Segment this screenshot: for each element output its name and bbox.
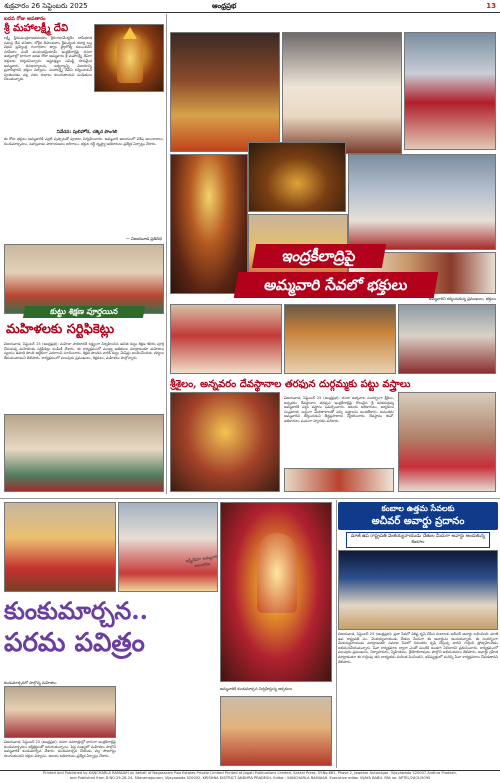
photo-women-worship	[4, 502, 116, 592]
photo-priest-ritual	[220, 696, 332, 766]
photo-night-crowd	[248, 142, 346, 212]
photo-kumkum-ritual	[118, 502, 218, 592]
center-mid-headline: శ్రీశైలం, అన్నవరం దేవస్థానాల తరఫున దుర్గమ్మకు పట్టు వస్త్రాలు	[170, 379, 411, 390]
photo-silk-offering	[170, 304, 282, 374]
article-body: లక్ష్మీ క్షీరసముద్రరాజతనయాం శ్రీరంగధామేశ్వరీం దాసీభూత సమస్త దేవ వనితాం లోకైక దీపాంకురాం శ్రీమన్మంద కటాక్ష లబ్ధ విభవ బ్రహ్మేంద్ర గంగాధరాం త్వాం త్రైలోక్య కుటుంబినీం సరసిజాం వందే ముకుందప్రియామ్ ఇంద్రకీలాద్రిపై దసరా ఉత్సవాల్లో భాగంగా ఐదవ రోజు అమ్మవారు శ్రీ మహాలక్ష్మీ దేవిగా భక్తులకు దర్శనమిచ్చారు. అష్టలక్ష్ముల సమిష్టి రూపమైన అమ్మవారు ధనధాన్యాలను, ఐశ్వర్యాన్ని, విజయాన్ని ప్రసాదిస్తారని భక్తుల విశ్వాసం. మహాలక్ష్మీ దేవిని దర్శించుకుని పూజించడం వల్ల సకల శుభాలు కలుగుతాయని పండితులు చెబుతున్నారు.	[4, 36, 92, 82]
center-mid-body: విజయవాడ, సెప్టెంబర్ 25 (ఆంధ్రప్రభ): దసరా ఉత్సవాల సందర్భంగా శ్రీశైలం, అన్నవరం దేవస్థానాల తరఫున ఇంద్రకీలాద్రిపై కొలువైన శ్రీ కనకదుర్గమ్మ అమ్మవారికి పట్టు వస్త్రాలు సమర్పించారు. ఆలయ అధికారులు, అర్చకులు సంప్రదాయ బద్ధంగా మేళతాళాలతో వచ్చి వస్త్రాలను అందజేశారు. అనంతరం అమ్మవారిని దర్శించుకుని తీర్థప్రసాదాలు స్వీకరించారు. దేవస్థానం ఈవో, అధికారులు ఘనంగా స్వాగతం పలికారు.	[284, 396, 394, 423]
headline-banner-1: ఇంద్రకీలాద్రిపై	[252, 244, 386, 268]
section-body: విజయవాడ, సెప్టెంబర్ 25 (ఆంధ్రప్రభ): మహిళా సాధికారతే లక్ష్యంగా నిర్వహించిన ఉచిత కుట్టు శిక్షణ శిబిరం పూర్తి చేసుకున్న మహిళలకు సర్టిఫికెట్లు పంపిణీ చేశారు. ఈ కార్యక్రమంలో ముఖ్య అతిథులు మాట్లాడుతూ మహిళలు స్వయం ఉపాధి పొంది ఆర్థికంగా ఎదగాలని సూచించారు. శిక్షణ పొందిన వారికి కుట్టు మెషీన్లు అందించేందుకు చర్యలు తీసుకుంటామని తెలిపారు. కార్యక్రమంలో పలువురు ప్రముఖులు, శిక్షకులు, మహిళలు పాల్గొన్నారు.	[4, 342, 164, 360]
caption-2: అమ్మవారికి కుంకుమార్చన నిర్వహిస్తున్న అర్చకులు	[220, 686, 293, 691]
footer-line-2: and Published from D.NO.29-28-24, Sitaramapuram, Vijayawada 520002, KRISHNA DISTRICT ANDHRA PRADESH. Editor : KANCHARLA RAMAIAH. Executive editor VIJAYA BABU. RNI no. APTEL/2001/5095	[69, 776, 431, 780]
bottom-left-article	[2, 500, 334, 768]
award-banner-text: కంబాల ఉత్తమ సేవలకు	[381, 504, 455, 513]
photo-caption: అమ్మవారిని దర్శించుకున్న ప్రముఖులు, భక్తులు	[428, 296, 496, 301]
photo-temple-officials	[284, 304, 396, 374]
idol-photo-caption: లక్ష్మీదేవిగా అమ్మవారి అలంకరణ	[185, 553, 218, 569]
article-body-2: ఈ రోజు భక్తులు అమ్మవారికి ఎర్రటి పుష్పాలతో పూజలు నిర్వహించారు. అమ్మవారి ఆలయంలో విశేష అలంకారాలు, కుంకుమార్చనలు, సహస్రనామ పారాయణలు జరిగాయి. భక్తుల రద్దీ దృష్ట్యా అధికారులు ప్రత్యేక ఏర్పాట్లు చేశారు.	[4, 137, 164, 146]
article-body-cont	[4, 94, 164, 128]
award-body: విజయవాడ, సెప్టెంబర్ 25 (ఆంధ్రప్రభ): ప్రజా సేవలో విశిష్ట కృషి చేసిన కంబాలకు అచీవర్ అవార్డు లభించింది. మాజీ ఉప రాష్ట్రపతి ఎం. వెంకయ్యనాయుడు చేతుల మీదుగా ఈ అవార్డును అందుకున్నారు. ఈ సందర్భంగా వెంకయ్యనాయుడు మాట్లాడుతూ సమాజ సేవలో నిరంతరం కృషి చేస్తున్న వారిని గుర్తించి ప్రోత్సహించడం అభినందనీయమన్నారు. సేవా కార్యక్రమాల ద్వారా ఎంతో మందికి అండగా నిలిచారని ప్రశంసించారు. కార్యక్రమంలో పలువురు ప్రముఖులు, నిర్వాహకులు, స్నేహితులు, శ్రేయోభిలాషులు పాల్గొని అభినందనలు తెలిపారు. అవార్డు గ్రహీత మాట్లాడుతూ ఈ గుర్తింపు తన బాధ్యతను మరింత పెంచిందని, భవిష్యత్తులో మరిన్ని సేవా కార్యక్రమాలు చేపడతానని తెలిపారు.	[338, 632, 498, 664]
byline: — విజయవాడ ప్రతినిధి	[125, 236, 162, 241]
divider-vertical-2	[336, 500, 337, 768]
photo-dignitaries	[284, 468, 394, 492]
page-footer	[0, 770, 500, 783]
left-top-article	[2, 14, 164, 242]
caption-1: కుంకుమార్చనలో పాల్గొన్న మహిళలు	[4, 680, 57, 685]
award-banner	[338, 502, 498, 530]
award-title: అచీవర్ అవార్డు ప్రదానం	[371, 516, 465, 527]
photo-idol-altar	[170, 154, 248, 294]
award-subtitle: మాజీ ఉప రాష్ట్రపతి వెంకయ్యనాయుడు చేతుల మీదుగా అవార్డు అందుకున్న కంబాల	[346, 532, 490, 548]
photo-altar-2	[170, 392, 280, 492]
subhead: నివేదన: పులిహోర, చక్కెర పొంగలి	[56, 130, 118, 135]
kicker: ఐదవ రోజు అవతారం	[4, 16, 46, 22]
photo-procession-2	[398, 304, 496, 374]
footer-line-1: Printed and Published by KANCHARLA RAMAIAH on behalf of Nagasaram Rao Estates Private Limited Printed at Jagati Publications Limited, Sakshi Press, SY.No.661, Phase 2, Jawahar Autonagar, Vijayawada 520007 Andhra Pradesh,	[43, 771, 457, 775]
kumkum-body-2	[118, 686, 218, 766]
center-mid-article	[168, 300, 498, 496]
photo-award-ceremony	[338, 550, 498, 630]
left-mid-article	[2, 244, 164, 494]
paper-name: ఆంధ్రప్రభ	[212, 1, 237, 10]
photo-priests	[282, 32, 402, 154]
section-title: మహిళలకు సర్టిఫికెట్లు	[6, 322, 115, 337]
divider-horizontal-1	[0, 498, 500, 499]
photo-lakshmi-idol	[220, 502, 332, 682]
kumkum-title-1: కుంకుమార్చన..	[4, 596, 148, 625]
divider-vertical-1	[166, 14, 167, 494]
kumkum-body: విజయవాడ, సెప్టెంబర్ 25 (ఆంధ్రప్రభ): దసరా నవరాత్రుల్లో భాగంగా ఇంద్రకీలాద్రిపై కుంకుమార్చనలు భక్తిశ్రద్ధలతో జరుగుతున్నాయి. పెద్ద సంఖ్యలో మహిళలు పాల్గొని అమ్మవారికి కుంకుమార్చన చేశారు. కుంకుమార్చన చేయడం వల్ల సౌభాగ్యం కలుగుతుందని భక్తుల విశ్వాసం. ఆలయ అధికారులు ప్రత్యేక ఏర్పాట్లు చేశారు.	[4, 740, 116, 758]
article-title: శ్రీ మహాలక్ష్మీ దేవి	[4, 23, 69, 34]
header-date: శుక్రవారం 26 సెప్టెంబరు 2025	[4, 2, 88, 10]
photo-certificates	[4, 244, 164, 314]
goddess-photo	[94, 24, 164, 92]
section-banner: కుట్టు శిక్షణ పూర్తయిన	[23, 306, 145, 318]
bottom-right-article	[338, 500, 498, 768]
photo-vip-visit	[398, 392, 496, 492]
page-number: 13	[486, 2, 496, 10]
photo-temple-hall	[348, 154, 496, 250]
kumkum-title-2: పరమ పవిత్రం	[4, 628, 145, 658]
photo-women-group	[4, 686, 116, 738]
photo-procession	[170, 32, 280, 152]
photo-group	[4, 414, 164, 492]
page-header	[0, 0, 500, 13]
photo-crowd	[404, 32, 496, 150]
headline-banner-2: అమ్మవారి సేవలో భక్తులు	[234, 272, 439, 298]
